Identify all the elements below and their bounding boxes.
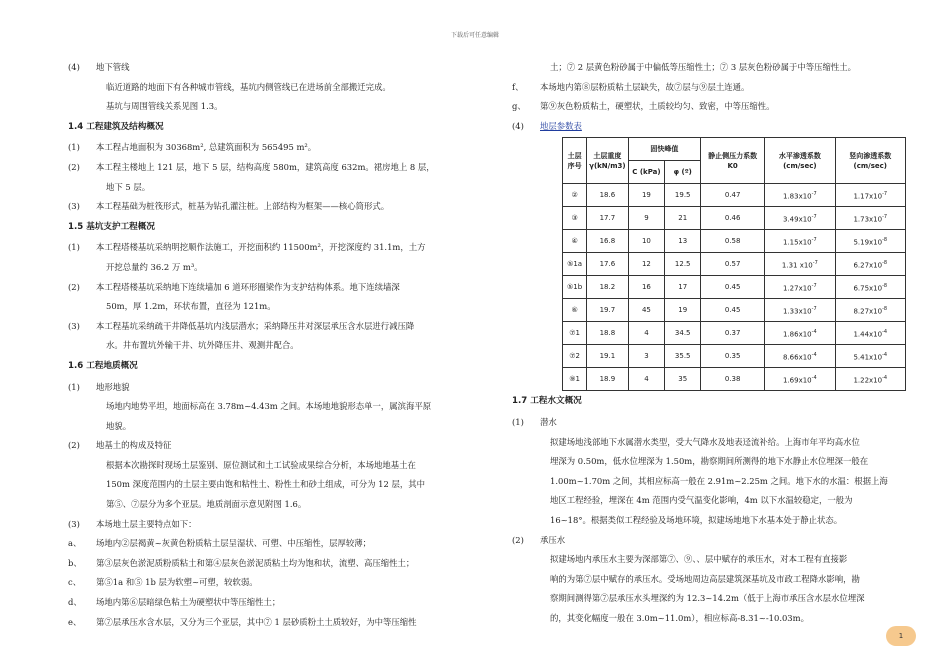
cell-phi (665, 184, 701, 207)
item-number: (3) (68, 201, 80, 212)
cell-kh-exponent: -7 (811, 191, 817, 198)
subsection-title (512, 413, 906, 433)
subsection-title (512, 117, 906, 137)
cell-kv-exponent: -7 (882, 191, 888, 198)
item-title: 地基土的构成及特征 (96, 440, 172, 451)
cell-k0-value: 0.47 (724, 191, 741, 200)
cell-layer (563, 276, 587, 299)
cell-layer-value: ⑥ (571, 306, 578, 315)
list-1-4 (68, 138, 468, 216)
cell-layer-value: ② (571, 191, 578, 200)
table-row (563, 299, 906, 322)
col-header-c: C (kPa) (628, 161, 665, 184)
cell-kv-value: 1.44x10 (853, 330, 883, 339)
cell-layer-value: ⑤1a (567, 260, 583, 269)
cell-k0 (701, 184, 765, 207)
cell-kv (835, 207, 905, 230)
item-continuation: 水。井布置坑外输干井、坑外降压井、观测井配合。 (106, 340, 299, 351)
paragraph: 第⑤、⑦层分为多个亚层。地质剖面示意见附图 1.6。 (106, 499, 307, 510)
cell-k0-value: 0.58 (724, 237, 741, 246)
subsection-title (512, 531, 906, 551)
cell-phi (665, 322, 701, 345)
cell-phi-value: 35.5 (674, 352, 691, 361)
cell-gamma (587, 253, 628, 276)
cell-gamma-value: 17.7 (599, 214, 616, 223)
cell-kh-exponent: -4 (811, 329, 817, 336)
item-number: (1) (68, 381, 80, 392)
cell-k0 (701, 230, 765, 253)
list-item (68, 158, 468, 178)
cell-phi (665, 345, 701, 368)
paragraph: 响的为第⑦层中赋存的承压水。受场地周边高层建筑深基坑及市政工程降水影响，勘 (550, 573, 860, 584)
cell-k0 (701, 345, 765, 368)
table-row (563, 207, 906, 230)
cell-c-value: 9 (644, 214, 649, 223)
cell-kh (765, 368, 835, 391)
cell-k0 (701, 299, 765, 322)
cell-c (628, 276, 665, 299)
item-number: (1) (512, 416, 524, 427)
section-heading: 1.4 工程建筑及结构概况 (68, 121, 164, 132)
cell-c-value: 3 (644, 352, 649, 361)
cell-kv-value: 1.17x10 (853, 192, 883, 201)
item-text: 第③层灰色淤泥质粉质粘土和第④层灰色淤泥质粘土均为饱和状，流塑、高压缩性土； (96, 557, 415, 568)
item-number: (2) (512, 534, 524, 545)
cell-kv-exponent: -8 (882, 306, 888, 313)
cell-k0-value: 0.37 (724, 329, 741, 338)
cell-k0 (701, 276, 765, 299)
cell-kv-value: 5.19x10 (853, 238, 883, 247)
cell-c-value: 4 (644, 329, 649, 338)
cell-c (628, 253, 665, 276)
cell-gamma (587, 299, 628, 322)
cell-kh-exponent: -7 (812, 260, 818, 267)
cell-c-value: 4 (644, 375, 649, 384)
col-header-shear: 固快峰值 (628, 138, 701, 161)
paragraph: 的，其变化幅度一般在 3.0m~11.0m），相应标高-8.31~-10.03m。 (550, 612, 809, 623)
cell-gamma (587, 345, 628, 368)
cell-gamma (587, 368, 628, 391)
cell-layer-value: ⑦2 (569, 352, 580, 361)
list-item (68, 554, 468, 574)
item-text: 场地内②层褐黄~灰黄色粉质粘土层呈湿状、可塑、中压缩性，层厚较薄； (96, 538, 372, 549)
paragraph: 地区工程经验，埋深在 4m 范围内受气温变化影响，4m 以下水温较稳定，一般为 (550, 495, 853, 506)
cell-phi (665, 253, 701, 276)
cell-kh (765, 276, 835, 299)
cell-layer-value: ④ (571, 237, 578, 246)
cell-c (628, 299, 665, 322)
item-letter: b、 (68, 557, 82, 568)
cell-layer-value: ⑤1b (566, 283, 583, 292)
cell-layer-value: ⑨1 (569, 375, 580, 384)
cell-k0-value: 0.57 (724, 260, 741, 269)
cell-c-value: 16 (641, 283, 651, 292)
col-header-layer: 土层序号 (563, 138, 587, 184)
item-text: 第⑨灰色粉质粘土，硬塑状，土质较均匀、致密，中等压缩性。 (540, 101, 775, 112)
cell-kh (765, 230, 835, 253)
cell-k0 (701, 322, 765, 345)
cell-phi-value: 19.5 (674, 191, 691, 200)
cell-phi-value: 12.5 (674, 260, 691, 269)
item-number: (4) (512, 120, 524, 131)
cell-c (628, 207, 665, 230)
item-text: 本工程主楼地上 121 层，地下 5 层，结构高度 580m，建筑高度 632m。裙房地上 8 层， (96, 161, 435, 172)
cell-gamma-value: 18.9 (599, 375, 616, 384)
cell-gamma (587, 322, 628, 345)
cell-layer (563, 230, 587, 253)
right-column (512, 58, 906, 629)
item-number: (2) (68, 281, 80, 292)
list-item (512, 97, 906, 117)
item-number: (2) (68, 440, 80, 451)
table-row (563, 184, 906, 207)
list-item (68, 197, 468, 217)
cell-kh-exponent: -7 (811, 283, 817, 290)
cell-kv (835, 322, 905, 345)
item-letter: a、 (68, 538, 82, 549)
item-text: 本工程基础为桩筏形式，桩基为钻孔灌注桩。上部结构为框架——核心筒形式。 (96, 201, 390, 212)
cell-gamma (587, 184, 628, 207)
cell-kv-exponent: -7 (882, 214, 888, 221)
cell-kh (765, 299, 835, 322)
item-text: 本场地内第⑧层粉质粘土层缺失，故⑦层与⑨层土连通。 (540, 81, 750, 92)
list-item (68, 238, 468, 258)
cell-layer (563, 345, 587, 368)
cell-k0-value: 0.38 (724, 375, 741, 384)
cell-kv (835, 299, 905, 322)
paragraph: 临近道路的地面下有各种城市管线，基坑内侧管线已在进场前全部搬迁完成。 (106, 81, 391, 92)
soil-parameters-link[interactable]: 地层参数表 (540, 120, 582, 131)
cell-k0-value: 0.35 (724, 352, 741, 361)
list-item (68, 573, 468, 593)
list-item (68, 138, 468, 158)
cell-layer-value: ③ (571, 214, 578, 223)
list-item (68, 613, 468, 633)
item-text: 本工程基坑采纳疏干井降低基坑内浅层潜水；采纳降压井对深层承压含水层进行减压降 (96, 320, 415, 331)
item-title: 本场地土层主要特点如下： (96, 518, 197, 529)
table-row (563, 230, 906, 253)
cell-kv (835, 368, 905, 391)
table-row (563, 345, 906, 368)
cell-gamma-value: 19.1 (599, 352, 616, 361)
section-heading: 1.5 基坑支护工程概况 (68, 221, 155, 232)
cell-kv-exponent: -8 (882, 283, 888, 290)
cell-c (628, 345, 665, 368)
item-text: 场地内第⑥层暗绿色粘土为硬塑状中等压缩性土； (96, 597, 281, 608)
section-heading: 1.7 工程水文概况 (512, 396, 582, 407)
section-heading: 1.6 工程地质概况 (68, 360, 138, 371)
subsection-title (68, 515, 468, 535)
cell-kv-exponent: -4 (882, 329, 888, 336)
list-item (512, 78, 906, 98)
cell-layer (563, 184, 587, 207)
cell-k0-value: 0.45 (724, 283, 741, 292)
item-text: 本工程占地面积为 30368m², 总建筑面积为 565495 m²。 (96, 142, 317, 153)
table-row (563, 276, 906, 299)
cell-kh-value: 1.69x10 (783, 376, 812, 385)
col-header-kv: 竖向渗透系数(cm/sec) (835, 138, 905, 184)
cell-kh (765, 322, 835, 345)
cell-layer (563, 322, 587, 345)
item-continuation: 地下 5 层。 (106, 181, 151, 192)
cell-layer (563, 253, 587, 276)
cell-kv (835, 345, 905, 368)
list-1-5 (68, 238, 468, 356)
cell-gamma-value: 19.7 (599, 306, 616, 315)
page-number: 1 (886, 626, 916, 646)
cell-k0-value: 0.46 (724, 214, 741, 223)
item-title: 承压水 (540, 534, 566, 545)
list-item (68, 534, 468, 554)
cell-c-value: 12 (641, 260, 651, 269)
item-letter: g、 (512, 101, 526, 112)
cell-kh (765, 345, 835, 368)
item-number: (1) (68, 142, 80, 153)
table-row (563, 253, 906, 276)
header-note: 下载后可任意编辑 (450, 32, 499, 39)
list-item (68, 278, 468, 298)
item-title: 潜水 (540, 416, 557, 427)
cell-kh-exponent: -7 (811, 306, 817, 313)
item-letter: c、 (68, 577, 82, 588)
paragraph: 察期间测得第⑦层承压水头埋深约为 12.3~14.2m（低于上海市承压含水层水位埋深 (550, 593, 865, 604)
cell-kv (835, 184, 905, 207)
cell-kh-value: 1.83x10 (783, 192, 812, 201)
cell-gamma-value: 18.6 (599, 191, 616, 200)
col-header-gamma: 土层重度γ(kN/m3) (587, 138, 628, 184)
paragraph: 拟建场地浅部地下水属潜水类型，受大气降水及地表迳流补给。上海市年平均高水位 (550, 436, 860, 447)
cell-kh-value: 1.31 x10 (781, 261, 813, 270)
col-header-phi: φ (º) (665, 161, 701, 184)
paragraph: 地貌。 (106, 420, 132, 431)
cell-kv-value: 8.27x10 (853, 307, 883, 316)
cell-kh-exponent: -4 (811, 352, 817, 359)
item-title: 地形地貌 (96, 381, 130, 392)
list-item (68, 317, 468, 337)
cell-layer (563, 207, 587, 230)
cell-c (628, 368, 665, 391)
item-text: 本工程塔楼基坑采纳地下连续墙加 6 道环形圈梁作为支护结构体系。地下连续墙深 (96, 281, 400, 292)
cell-phi-value: 34.5 (674, 329, 691, 338)
cell-k0 (701, 207, 765, 230)
cell-kh-exponent: -7 (811, 214, 817, 221)
cell-kv-value: 6.75x10 (853, 284, 883, 293)
cell-c-value: 10 (641, 237, 651, 246)
item-text: 第⑤1a 和⑤ 1b 层为软塑~可塑，较软弱。 (96, 577, 258, 588)
cell-kv (835, 253, 905, 276)
cell-phi-value: 13 (678, 237, 688, 246)
paragraph: 根据本次勘探时现场土层鉴别、原位测试和土工试验成果综合分析，本场地地基土在 (106, 459, 416, 470)
item-text: 本工程塔楼基坑采纳明挖顺作法施工，开挖面积约 11500m²，开挖深度约 31.1m，土方 (96, 242, 426, 253)
cell-layer-value: ⑦1 (569, 329, 580, 338)
section-underground-pipes (68, 58, 468, 78)
paragraph: 16~18°。根据类似工程经验及场地环境，拟建场地地下水基本处于静止状态。 (550, 514, 843, 525)
table-row (563, 322, 906, 345)
item-number: (2) (68, 161, 80, 172)
cell-gamma-value: 18.2 (599, 283, 616, 292)
item-continuation: 50m，厚 1.2m，环状布置，直径为 121m。 (106, 301, 276, 312)
item-number: (1) (68, 242, 80, 253)
cell-k0 (701, 368, 765, 391)
cell-kv-exponent: -4 (882, 375, 888, 382)
subsection-title (68, 378, 468, 398)
cell-kh-value: 3.49x10 (783, 215, 812, 224)
cell-phi (665, 299, 701, 322)
cell-gamma-value: 18.8 (599, 329, 616, 338)
cell-phi (665, 368, 701, 391)
cell-kh (765, 253, 835, 276)
col-header-k0: 静止侧压力系数K0 (701, 138, 765, 184)
cell-k0 (701, 253, 765, 276)
cell-layer (563, 299, 587, 322)
cell-kh-value: 8.66x10 (783, 353, 812, 362)
paragraph: 土；⑦ 2 层黄色粉砂属于中偏低等压缩性土；⑦ 3 层灰色粉砂属于中等压缩性土。 (550, 62, 857, 72)
col-header-kh: 水平渗透系数(cm/sec) (765, 138, 835, 184)
paragraph: 150m 深度范围内的土层主要由饱和粘性土、粉性土和砂土组成，可分为 12 层，其中 (106, 479, 425, 490)
cell-gamma-value: 17.6 (599, 260, 616, 269)
cell-gamma (587, 230, 628, 253)
item-letter: e、 (68, 616, 82, 627)
paragraph: 基坑与周围管线关系见图 1.3。 (106, 101, 223, 112)
cell-kh-exponent: -4 (811, 375, 817, 382)
cell-kv-exponent: -8 (882, 237, 888, 244)
item-number: (3) (68, 518, 80, 529)
item-letter: d、 (68, 597, 82, 608)
cell-c (628, 322, 665, 345)
item-number: (4) (68, 62, 80, 72)
cell-kv-exponent: -8 (882, 260, 888, 267)
cell-kv-value: 1.73x10 (853, 215, 883, 224)
cell-kh-value: 1.15x10 (783, 238, 812, 247)
cell-c-value: 19 (641, 191, 651, 200)
cell-kv (835, 276, 905, 299)
cell-kh (765, 184, 835, 207)
paragraph: 场地内地势平坦，地面标高在 3.78m~4.43m 之间。本场地地貌形态单一，属滨海平原 (106, 401, 432, 412)
cell-kv-value: 6.27x10 (853, 261, 883, 270)
cell-phi (665, 207, 701, 230)
cell-c (628, 184, 665, 207)
cell-phi-value: 17 (678, 283, 688, 292)
paragraph: 拟建场地内承压水主要为深部第⑦、⑨、、层中赋存的承压水，对本工程有直接影 (550, 554, 848, 565)
soil-parameters-table (562, 137, 906, 391)
cell-kv (835, 230, 905, 253)
item-letter: f、 (512, 81, 524, 92)
subsection-title (68, 436, 468, 456)
table-row (563, 368, 906, 391)
item-title: 地下管线 (96, 62, 130, 72)
cell-gamma-value: 16.8 (599, 237, 616, 246)
cell-k0-value: 0.45 (724, 306, 741, 315)
cell-phi (665, 276, 701, 299)
item-continuation: 开挖总量约 36.2 万 m³。 (106, 261, 203, 272)
cell-phi-value: 21 (678, 214, 688, 223)
item-number: (3) (68, 320, 80, 331)
cell-kh-value: 1.33x10 (783, 307, 812, 316)
cell-kh-exponent: -7 (811, 237, 817, 244)
cell-kv-value: 5.41x10 (853, 353, 883, 362)
cell-kh (765, 207, 835, 230)
cell-layer (563, 368, 587, 391)
cell-c (628, 230, 665, 253)
cell-kh-value: 1.27x10 (783, 284, 812, 293)
cell-phi (665, 230, 701, 253)
list-item (68, 593, 468, 613)
cell-c-value: 45 (641, 306, 651, 315)
cell-kh-value: 1.86x10 (783, 330, 812, 339)
item-text: 第⑦层承压水含水层，又分为三个亚层，其中⑦ 1 层砂质粉土土质较好，为中等压缩性 (96, 616, 417, 627)
cell-kv-exponent: -4 (882, 352, 888, 359)
cell-phi-value: 35 (678, 375, 688, 384)
paragraph: 埋深为 0.50m，低水位埋深为 1.50m，勘察期间所测得的地下水静止水位埋深一般在 (550, 456, 869, 467)
cell-gamma (587, 207, 628, 230)
cell-gamma (587, 276, 628, 299)
cell-kv-value: 1.22x10 (853, 376, 883, 385)
cell-phi-value: 19 (678, 306, 688, 315)
left-column (68, 58, 468, 632)
paragraph: 1.00m~1.70m 之间，其相应标高一般在 2.91m~2.25m 之间。地下水的水温：根据上海 (550, 475, 888, 486)
